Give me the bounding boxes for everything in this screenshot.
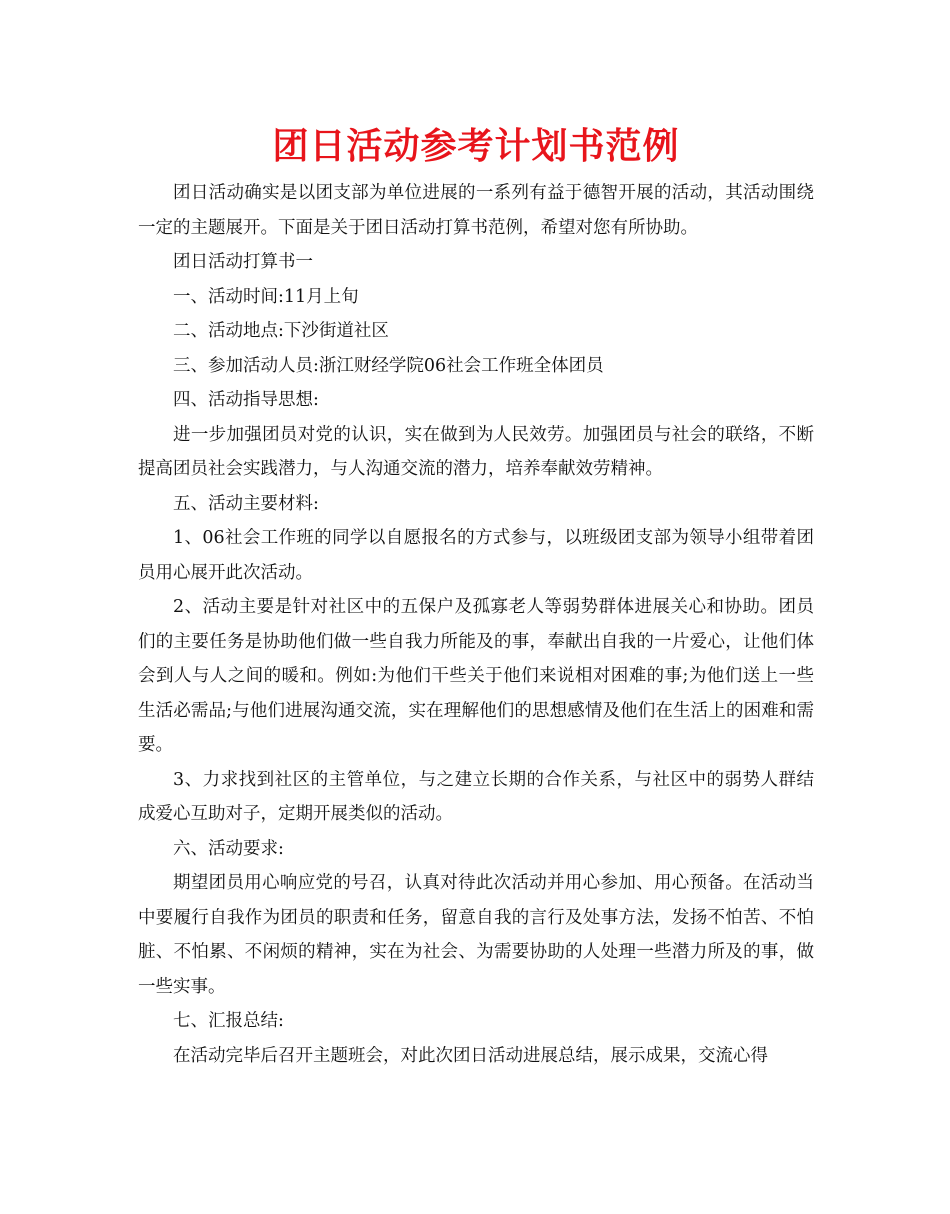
paragraph-material-2: 2、活动主要是针对社区中的五保户及孤寡老人等弱势群体进展关心和协助。团员们的主要任务是协助他们做一些自我力所能及的事，奉献出自我的一片爱心，让他们体会到人与人之间的暖和。例如:为他们干些关于他们来说相对困难的事;为他们送上一些生活必需品;与他们进展沟通交流，实在理解他们的思想感情及他们在生活上的困难和需要。 (138, 597, 814, 755)
paragraph-summary-body: 在活动完毕后召开主题班会，对此次团日活动进展总结，展示成果，交流心得 (173, 1045, 768, 1066)
paragraph-location: 二、活动地点:下沙街道社区 (173, 321, 389, 341)
paragraph-time: 一、活动时间:11月上旬 (173, 286, 359, 307)
paragraph-requirements-heading: 六、活动要求: (173, 838, 284, 859)
paragraph-guiding-heading: 四、活动指导思想: (173, 390, 319, 410)
document-title: 团日活动参考计划书范例 (272, 126, 680, 167)
document-page (138, 120, 814, 1073)
paragraph-participants: 三、参加活动人员:浙江财经学院06社会工作班全体团员 (173, 355, 604, 376)
paragraph-material-3: 3、力求找到社区的主管单位，与之建立长期的合作关系，与社区中的弱势人群结成爱心互助对子，定期开展类似的活动。 (138, 769, 814, 824)
paragraph-material-1: 1、06社会工作班的同学以自愿报名的方式参与，以班级团支部为领导小组带着团员用心展开此次活动。 (138, 528, 814, 583)
paragraph-requirements-body: 期望团员用心响应党的号召，认真对待此次活动并用心参加、用心预备。在活动当中要履行自我作为团员的职责和任务，留意自我的言行及处事方法，发扬不怕苦、不怕脏、不怕累、不闲烦的精神，实在为社会、为需要协助的人处理一些潜力所及的事，做一些实事。 (138, 873, 814, 997)
paragraph-guiding-body: 进一步加强团员对党的认识，实在做到为人民效劳。加强团员与社会的联络，不断提高团员社会实践潜力，与人沟通交流的潜力，培养奉献效劳精神。 (138, 424, 814, 479)
paragraph-summary-heading: 七、汇报总结: (173, 1011, 284, 1031)
paragraph-plan-heading: 团日活动打算书一 (173, 252, 313, 272)
paragraph-intro: 团日活动确实是以团支部为单位进展的一系列有益于德智开展的活动，其活动围绕一定的主题展开。下面是关于团日活动打算书范例，希望对您有所协助。 (138, 183, 814, 238)
paragraph-materials-heading: 五、活动主要材料: (173, 493, 319, 514)
